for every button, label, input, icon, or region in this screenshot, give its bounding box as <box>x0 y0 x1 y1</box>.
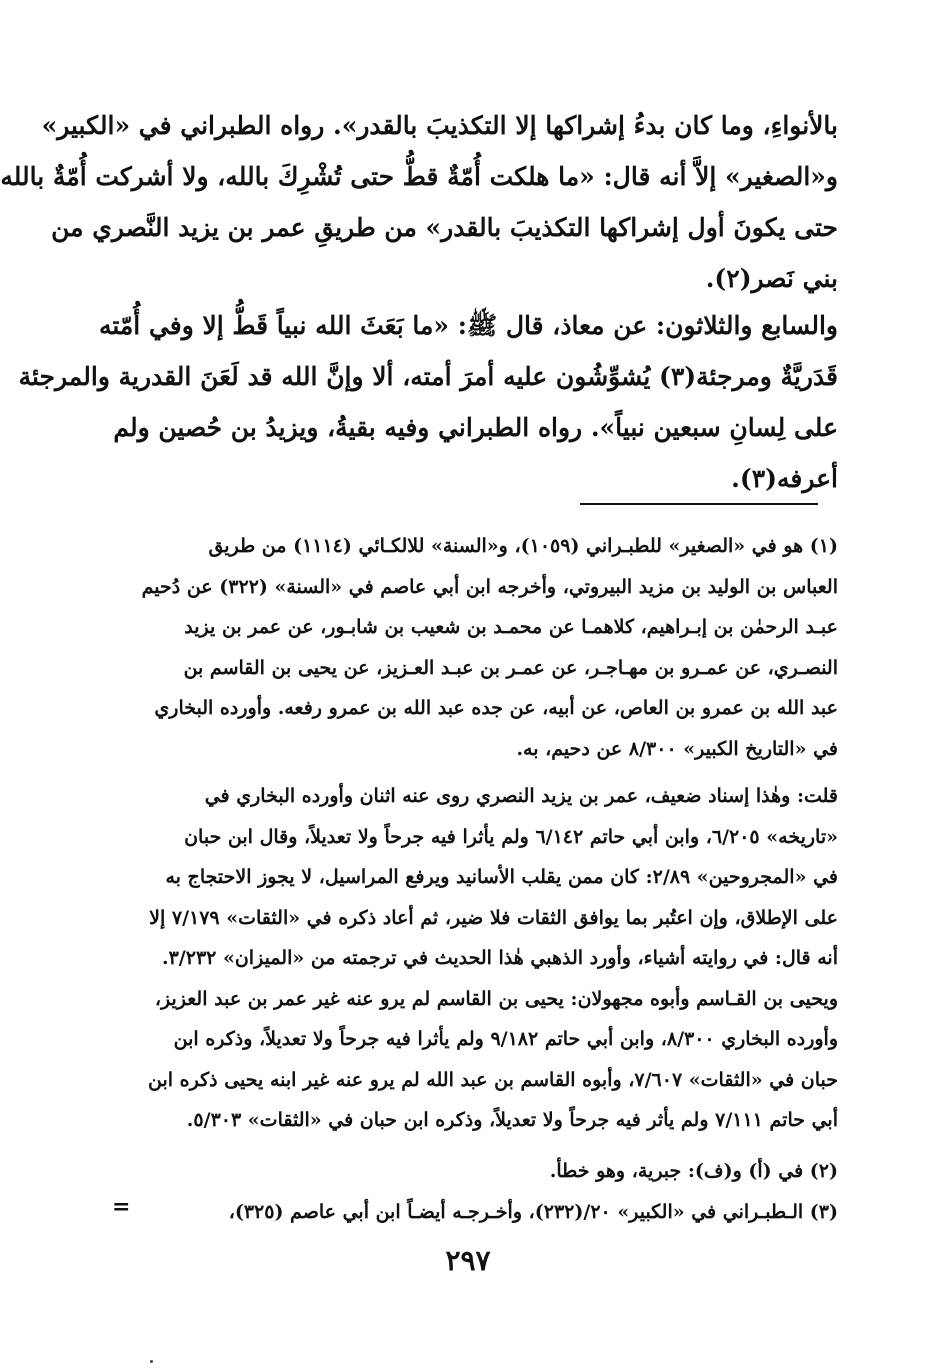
main-line: قَدَريَّةٌ ومرجئة(٣) يُشوِّشُون عليه أمرَ أمته، ألا وإنَّ الله قد لَعَنَ القدرية والمرجئة <box>18 362 838 391</box>
footnote-line: أنه قال: في روايته أشياء، وأورد الذهبي هٰذا الحديث في ترجمته من «الميزان» ٣/٢٣٢. <box>161 947 838 969</box>
page-number: ٢٩٧ <box>445 1244 491 1277</box>
footnote-divider <box>580 503 818 505</box>
footnote-line: قلت: وهٰذا إسناد ضعيف، عمر بن يزيد النصري روى عنه اثنان وأورده البخاري في <box>204 785 838 807</box>
footnote-line: في «التاريخ الكبير» ٨/٣٠٠ عن دحيم، به. <box>516 737 838 760</box>
footnote-line: على الإطلاق، وإن اعتُبر بما يوافق الثقات فلا ضير، ثم أعاد ذكره في «الثقات» ٧/١٧٩ إلا <box>149 906 838 929</box>
continuation-mark: = <box>112 1194 131 1220</box>
footnote-line: ويحيى بن القـاسم وأبوه مجهولان: يحيى بن القاسم لم يرو عنه غير عمر بن عبد العزيز، <box>154 987 838 1010</box>
footnote-line: (٢) في (أ) و(ف): جبرية، وهو خطأ. <box>549 1160 838 1182</box>
main-line: و«الصغير» إلاَّ أنه قال: «ما هلكت أُمّةٌ قطُّ حتى تُشْرِكَ بالله، ولا أشركت أُمّةٌ بالله <box>0 162 838 191</box>
main-line: بالأنواءِ، وما كان بدءُ إشراكها إلا التكذيبَ بالقدر». رواه الطبراني في «الكبير» <box>41 111 838 140</box>
footnote-3 <box>138 1192 838 1233</box>
footnote-1 <box>138 526 838 769</box>
footnote-line: العباس بن الوليد بن مزيد البيروتي، وأخرجه ابن أبي عاصم في «السنة» (٣٢٢) عن دُحيم <box>141 575 838 598</box>
footnote-line: «تاريخه» ٦/٢٠٥، وابن أبي حاتم ٦/١٤٢ ولم يأثرا فيه جرحاً ولا تعديلاً، وقال ابن حبان <box>184 825 838 848</box>
footnote-line: حبان في «الثقات» ٧/٦٠٧، وأبوه القاسم بن عبد الله لم يرو عنه غير ابنه يحيى ذكره ابن <box>148 1068 838 1091</box>
footnote-line: أبي حاتم ٧/١١١ ولم يأثر فيه جرحاً ولا تعديلاً، وذكره ابن حبان في «الثقات» ٥/٣٠٣. <box>186 1109 838 1131</box>
main-line: على لِسانِ سبعين نبياً». رواه الطبراني وفيه بقيةُ، ويزيدُ بن حُصين ولم <box>113 413 838 442</box>
footnote-line: (١) هو في «الصغير» للطبـراني (١٠٥٩)، و«السنة» للالكـائي (١١١٤) من طريق <box>208 535 838 557</box>
main-line: أعرفه(٣). <box>731 464 838 493</box>
footnote-line: عبد الله بن عمرو بن العاص، عن أبيه، عن جده عبد الله بن عمرو رفعه. وأورده البخاري <box>154 697 838 719</box>
footnote-1-commentary <box>138 776 838 1141</box>
footnote-line: وأورده البخاري ٨/٣٠٠، وابن أبي حاتم ٩/١٨٢ ولم يأثرا فيه جرحاً ولا تعديلاً، وذكره ابن <box>173 1028 838 1050</box>
main-line: بني نَصر(٢). <box>705 264 838 293</box>
main-line: حتى يكونَ أول إشراكها التكذيبَ بالقدر» من طريقِ عمر بن يزيد النَّصري من <box>51 213 838 242</box>
main-line: والسابع والثلاثون: عن معاذ، قال ﷺ: «ما بَعَثَ الله نبياً قَطُّ إلا وفي أُمّته <box>98 311 838 340</box>
footnote-line: (٣) الـطبـراني في «الكبير» ٢٠/(٢٣٢)، وأخـرجـه أيضـاً ابن أبي عاصم (٣٢٥)، <box>228 1201 838 1223</box>
scan-speck <box>150 1360 153 1363</box>
footnote-line: عبـد الرحمٰن بن إبـراهيم، كلاهمـا عن محمـد بن شعيب بن شابـور، عن عمر بن يزيد <box>184 616 838 638</box>
main-paragraph-2 <box>18 300 838 504</box>
footnote-2 <box>138 1151 838 1192</box>
footnote-line: في «المجروحين» ٢/٨٩: كان ممن يقلب الأسانيد ويرفع المراسيل، لا يجوز الاحتجاج به <box>165 866 838 888</box>
footnote-line: النصـري، عن عمـرو بن مهـاجـر، عن عمـر بن عبـد العـزيز، عن يحيى بن القاسم بن <box>183 656 838 679</box>
main-paragraph-1 <box>0 100 838 304</box>
